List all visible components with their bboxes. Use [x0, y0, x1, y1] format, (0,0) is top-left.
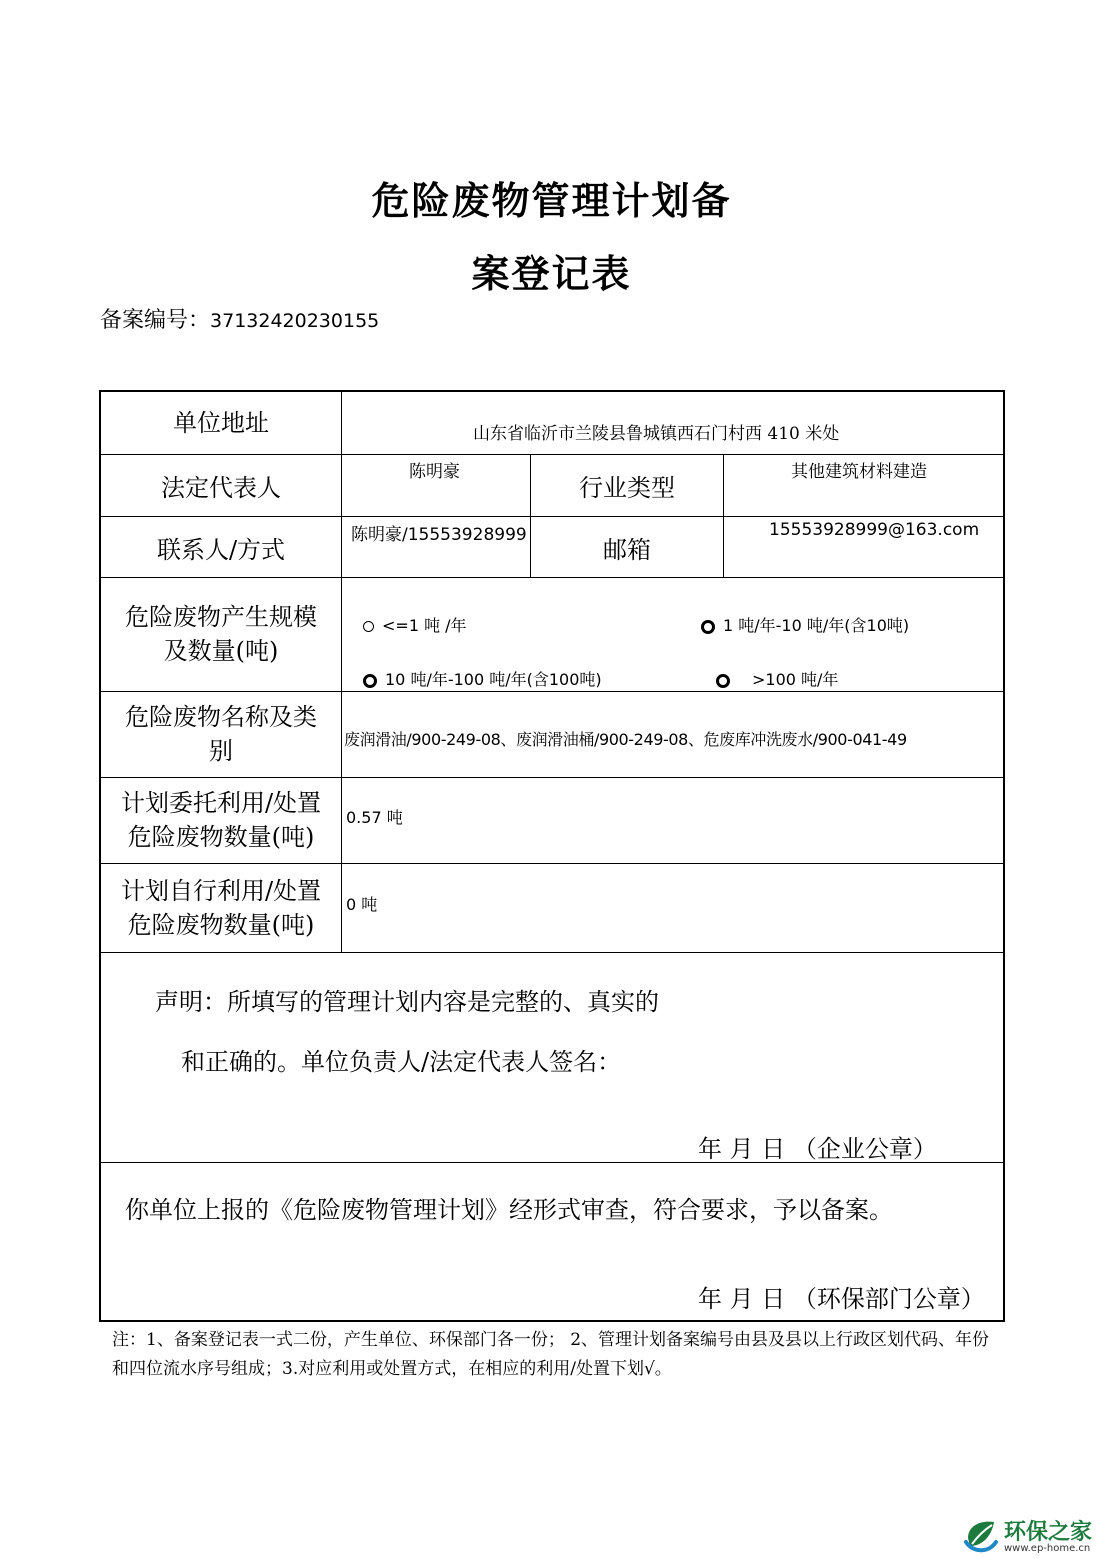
- scale-option-2[interactable]: 1 吨/年-10 吨/年(含10吨): [701, 613, 909, 636]
- scale-option-3[interactable]: 10 吨/年-100 吨/年(含100吨): [363, 667, 602, 690]
- watermark-url: www.ep-home.cn: [1004, 1543, 1091, 1554]
- page-title-line1: 危险废物管理计划备: [371, 179, 732, 223]
- address-label: 单位地址: [173, 409, 269, 437]
- scale-option-1[interactable]: <=1 吨 /年: [363, 613, 467, 636]
- row-divider: [101, 952, 1005, 953]
- waste-label: [101, 691, 341, 777]
- column-divider: [723, 454, 724, 577]
- scale-label-line1: 危险废物产生规模: [125, 603, 317, 631]
- email-label: 邮箱: [603, 535, 651, 564]
- waste-value: 废润滑油/900-249-08、废润滑油桶/900-249-08、危废库冲洗废水/900-041-49: [344, 730, 907, 749]
- entrust-value: 0.57 吨: [346, 808, 403, 827]
- radio-icon: [716, 674, 730, 688]
- email-value: 15553928999@163.com: [769, 520, 980, 540]
- legal-rep-label: 法定代表人: [161, 474, 281, 502]
- contact-label: 联系人/方式: [156, 535, 286, 564]
- scale-label: [101, 577, 341, 691]
- column-divider: [341, 392, 342, 952]
- declaration-line2: 和正确的。单位负责人/法定代表人签名：: [181, 1048, 622, 1076]
- registration-form-table: [99, 390, 1005, 1322]
- entrust-label-line1: 计划委托利用/处置: [120, 789, 322, 817]
- self-label-line2: 危险废物数量(吨): [127, 910, 315, 939]
- radio-icon: [701, 620, 715, 634]
- scale-label-line2: 及数量(吨): [163, 637, 279, 665]
- radio-icon: [363, 674, 377, 688]
- waste-label-line1: 危险废物名称及类: [125, 703, 317, 731]
- scale-option-4[interactable]: >100 吨/年: [716, 667, 838, 690]
- record-number-value: 37132420230155: [210, 310, 380, 332]
- contact-value: 陈明豪/15553928999: [351, 525, 527, 545]
- self-label-line1: 计划自行利用/处置: [120, 876, 322, 905]
- waste-label-line2: 别: [209, 737, 233, 765]
- entrust-label-line2: 危险废物数量(吨): [127, 823, 315, 851]
- approval-date-seal: 年 月 日 （环保部门公章）: [698, 1285, 985, 1313]
- self-label: [101, 863, 341, 952]
- watermark-name: 环保之家: [1004, 1520, 1093, 1545]
- record-number-label: 备案编号：: [100, 308, 211, 333]
- page-title-line2: 案登记表: [471, 252, 632, 296]
- entrust-label: [101, 777, 341, 863]
- address-value: 山东省临沂市兰陵县鲁城镇西石门村西 410 米处: [473, 424, 840, 444]
- leaf-logo-icon: [962, 1516, 1000, 1556]
- declaration-date-seal: 年 月 日 （企业公章）: [698, 1135, 937, 1163]
- industry-label: 行业类型: [579, 474, 675, 502]
- watermark-logo: [962, 1514, 1102, 1558]
- footnote: 注：1、备案登记表一式二份，产生单位、环保部门各一份； 2、管理计划备案编号由县及县以上行政区划代码、年份和四位流水序号组成；3.对应利用或处置方式，在相应的利用/处置下划√。: [112, 1330, 990, 1379]
- record-number: [100, 303, 379, 334]
- self-value: 0 吨: [346, 895, 378, 914]
- approval-text: 你单位上报的《危险废物管理计划》经形式审查，符合要求，予以备案。: [125, 1196, 893, 1224]
- legal-rep-value: 陈明豪: [409, 462, 460, 482]
- radio-icon: [363, 621, 374, 632]
- industry-value: 其他建筑材料建造: [791, 462, 927, 482]
- declaration-line1: 声明：所填写的管理计划内容是完整的、真实的: [155, 988, 659, 1016]
